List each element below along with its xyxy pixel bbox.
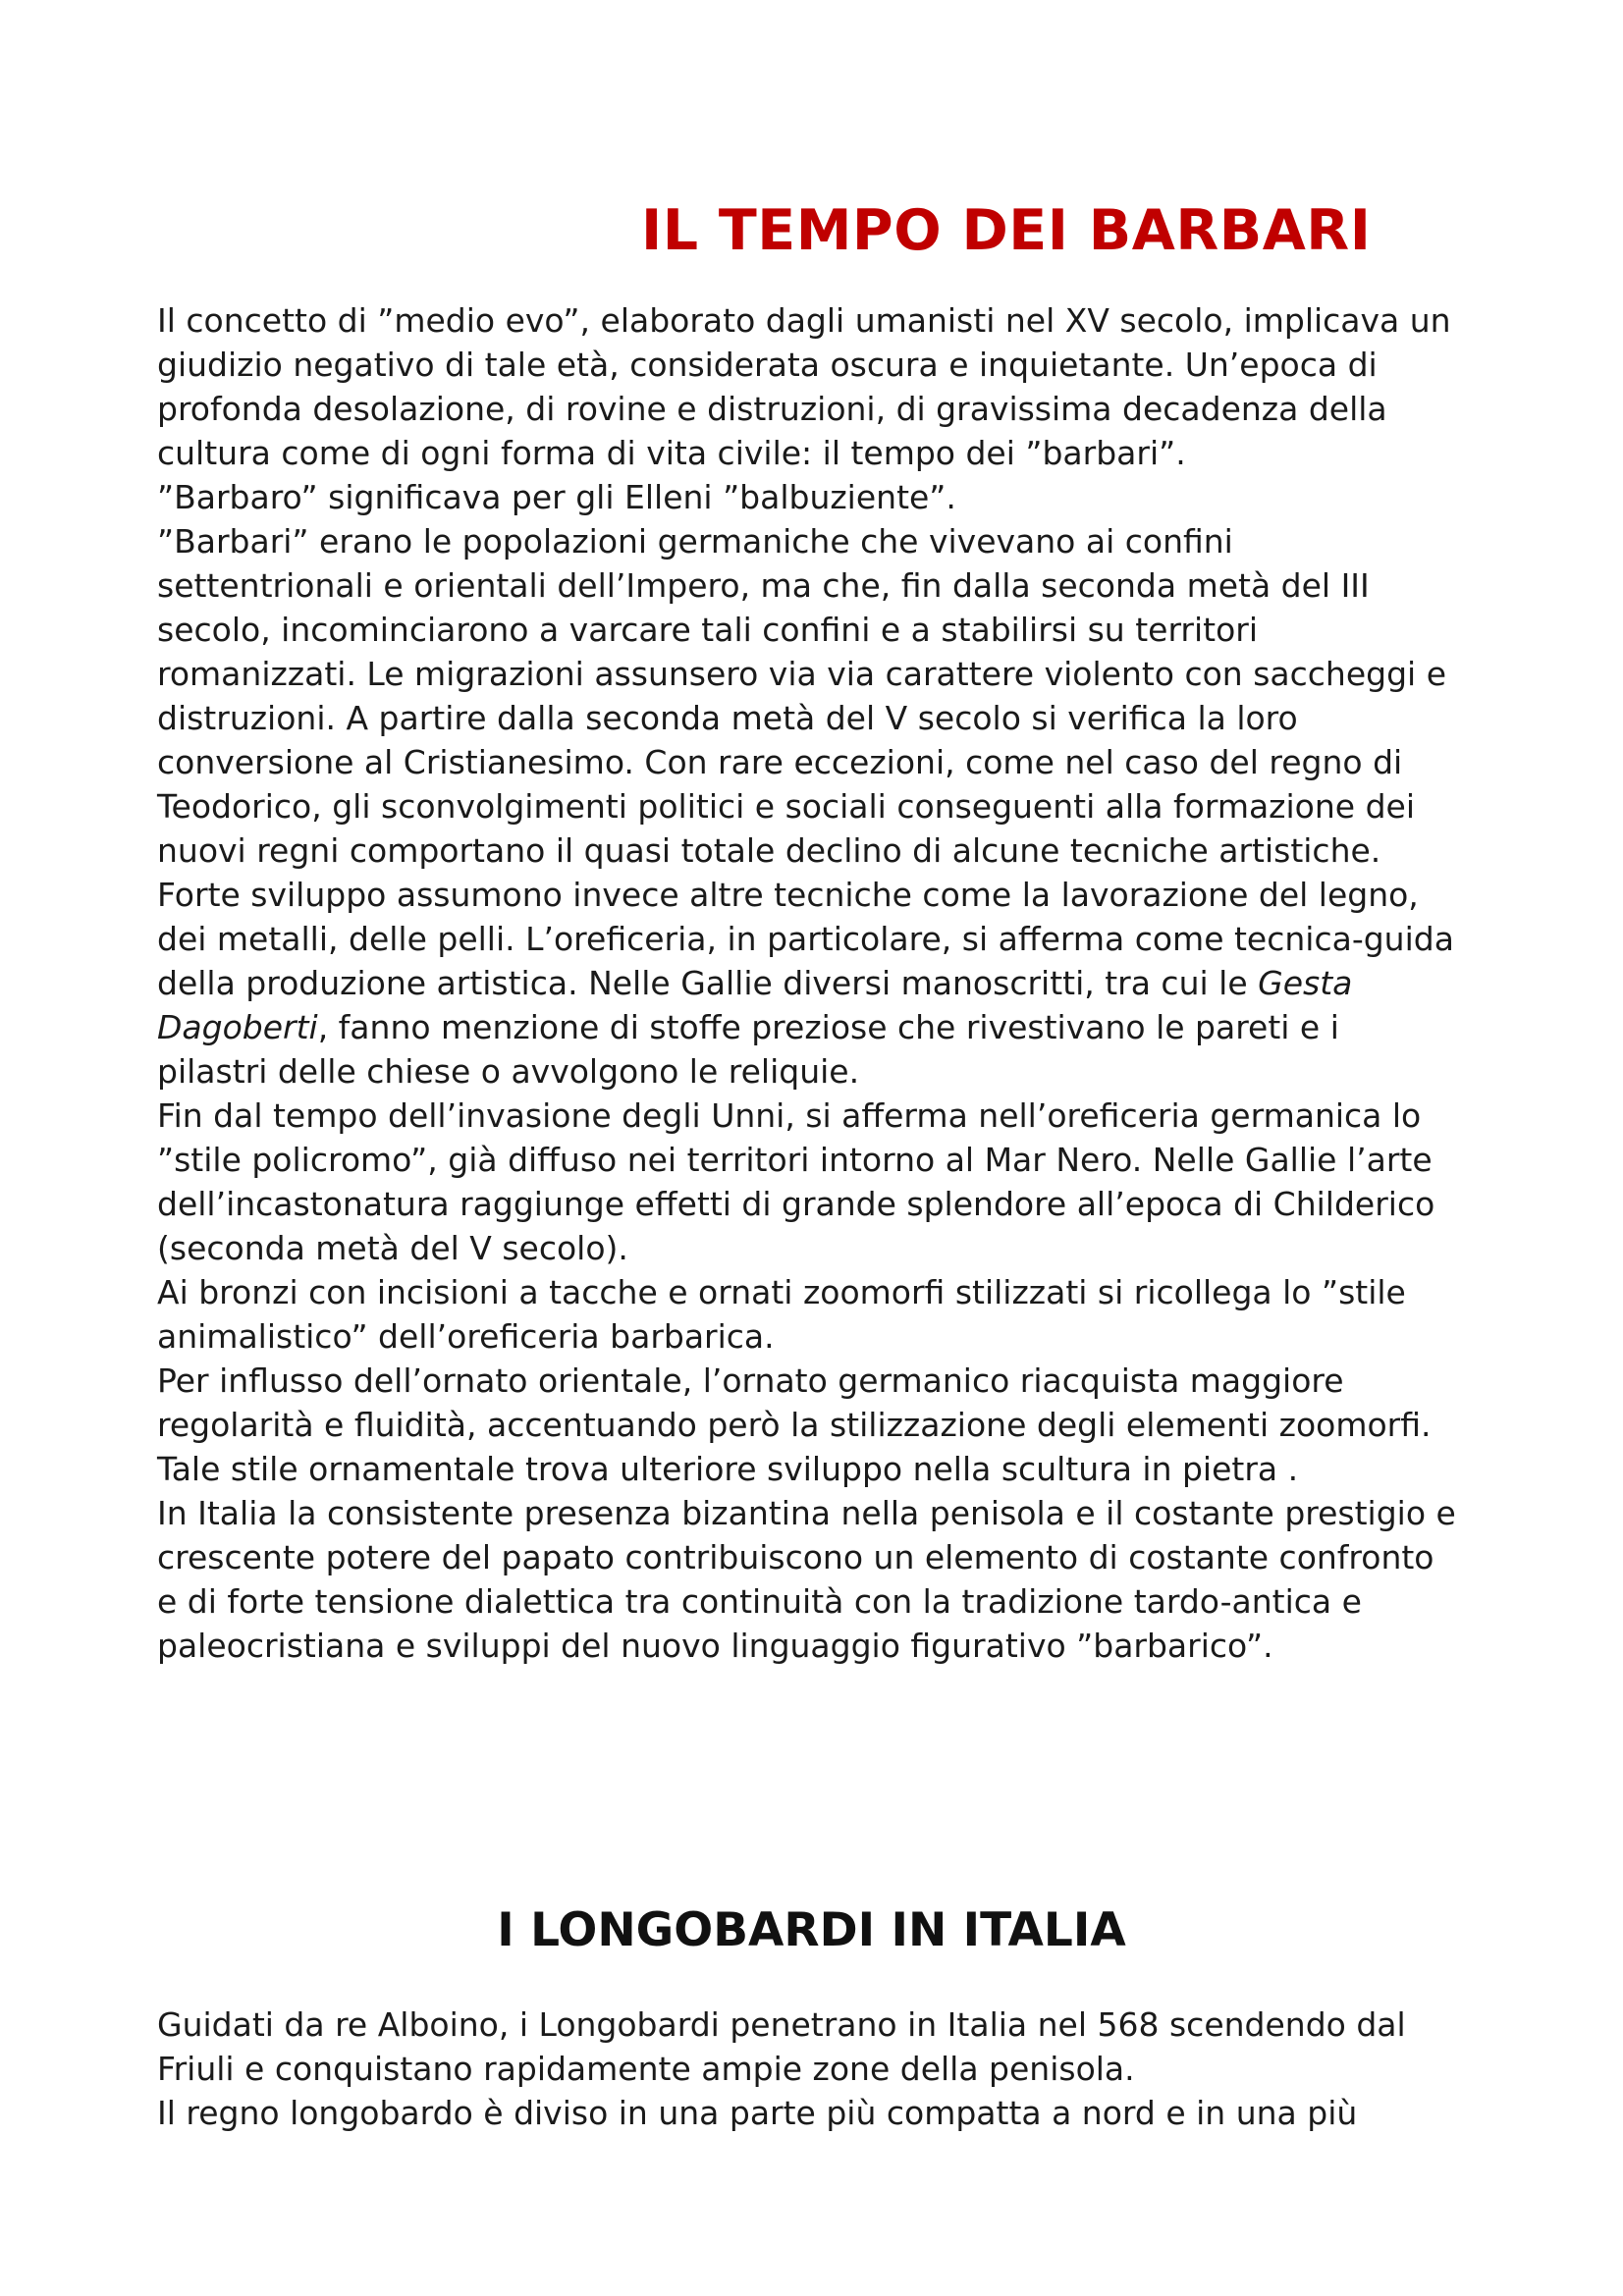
text-line: pilastri delle chiese o avvolgono le reliquie. <box>157 1052 860 1091</box>
text-line: secolo, incominciarono a varcare tali confini e a stabilirsi su territori <box>157 611 1259 649</box>
text-line: animalistico” dell’oreficeria barbarica. <box>157 1317 775 1356</box>
text-line: ”stile policromo”, già diffuso nei territori intorno al Mar Nero. Nelle Gallie l’arte <box>157 1141 1433 1179</box>
text-line: dei metalli, delle pelli. L’oreficeria, in particolare, si afferma come tecnica-guida <box>157 920 1454 958</box>
text-line: ”Barbaro” significava per gli Elleni ”balbuziente”. <box>157 478 956 516</box>
italic-title-dagoberti: Dagoberti <box>157 1008 318 1046</box>
text-line: crescente potere del papato contribuiscono un elemento di costante confronto <box>157 1538 1434 1576</box>
text-line: Teodorico, gli sconvolgimenti politici e sociali conseguenti alla formazione dei <box>157 787 1415 826</box>
text-line: Friuli e conquistano rapidamente ampie zone della penisola. <box>157 2050 1135 2088</box>
text-line: Il concetto di ”medio evo”, elaborato dagli umanisti nel XV secolo, implicava un <box>157 301 1451 340</box>
paragraph-barbari <box>157 298 1532 1668</box>
text-line: ”Barbari” erano le popolazioni germaniche che vivevano ai confini <box>157 522 1233 561</box>
text-line: cultura come di ogni forma di vita civile: il tempo dei ”barbari”. <box>157 434 1186 472</box>
text-line: (seconda metà del V secolo). <box>157 1229 628 1267</box>
text-line: In Italia la consistente presenza bizantina nella penisola e il costante prestigio e <box>157 1494 1456 1532</box>
text-line: distruzioni. A partire dalla seconda metà del V secolo si verifica la loro <box>157 699 1298 737</box>
text-line <box>157 1005 1532 1049</box>
text-line: giudizio negativo di tale età, considerata oscura e inquietante. Un’epoca di <box>157 346 1378 384</box>
paragraph-longobardi <box>157 2002 1532 2135</box>
text-line: settentrionali e orientali dell’Impero, ma che, fin dalla seconda metà del III <box>157 566 1370 605</box>
text-line: Fin dal tempo dell’invasione degli Unni, si afferma nell’oreficeria germanica lo <box>157 1096 1422 1135</box>
text-line: Il regno longobardo è diviso in una parte più compatta a nord e in una più <box>157 2094 1358 2132</box>
text-line: Guidati da re Alboino, i Longobardi penetrano in Italia nel 568 scendendo dal <box>157 2005 1406 2044</box>
text-run: della produzione artistica. Nelle Gallie diversi manoscritti, tra cui le <box>157 964 1259 1002</box>
text-line: regolarità e fluidità, accentuando però la stilizzazione degli elementi zoomorfi. <box>157 1406 1432 1444</box>
text-line <box>157 961 1532 1005</box>
text-run: , fanno menzione di stoffe preziose che rivestivano le pareti e i <box>317 1008 1339 1046</box>
text-line: Per influsso dell’ornato orientale, l’ornato germanico riacquista maggiore <box>157 1362 1344 1400</box>
text-line: nuovi regni comportano il quasi totale declino di alcune tecniche artistiche. <box>157 831 1381 870</box>
text-line: conversione al Cristianesimo. Con rare eccezioni, come nel caso del regno di <box>157 743 1403 781</box>
text-line: romanizzati. Le migrazioni assunsero via via carattere violento con saccheggi e <box>157 655 1446 693</box>
text-line: Forte sviluppo assumono invece altre tecniche come la lavorazione del legno, <box>157 876 1419 914</box>
text-line: e di forte tensione dialettica tra continuità con la tradizione tardo-antica e <box>157 1582 1362 1621</box>
section-title-barbari: IL TEMPO DEI BARBARI <box>641 198 1372 263</box>
text-line: Tale stile ornamentale trova ulteriore sviluppo nella scultura in pietra . <box>157 1450 1299 1488</box>
text-line: Ai bronzi con incisioni a tacche e ornati zoomorfi stilizzati si ricollega lo ”stile <box>157 1273 1406 1311</box>
italic-title-gesta: Gesta <box>1258 964 1353 1002</box>
text-line: paleocristiana e sviluppi del nuovo linguaggio figurativo ”barbarico”. <box>157 1627 1273 1665</box>
text-line: profonda desolazione, di rovine e distruzioni, di gravissima decadenza della <box>157 390 1387 428</box>
text-line: dell’incastonatura raggiunge effetti di grande splendore all’epoca di Childerico <box>157 1185 1435 1223</box>
section-title-longobardi: I LONGOBARDI IN ITALIA <box>497 1903 1126 1957</box>
